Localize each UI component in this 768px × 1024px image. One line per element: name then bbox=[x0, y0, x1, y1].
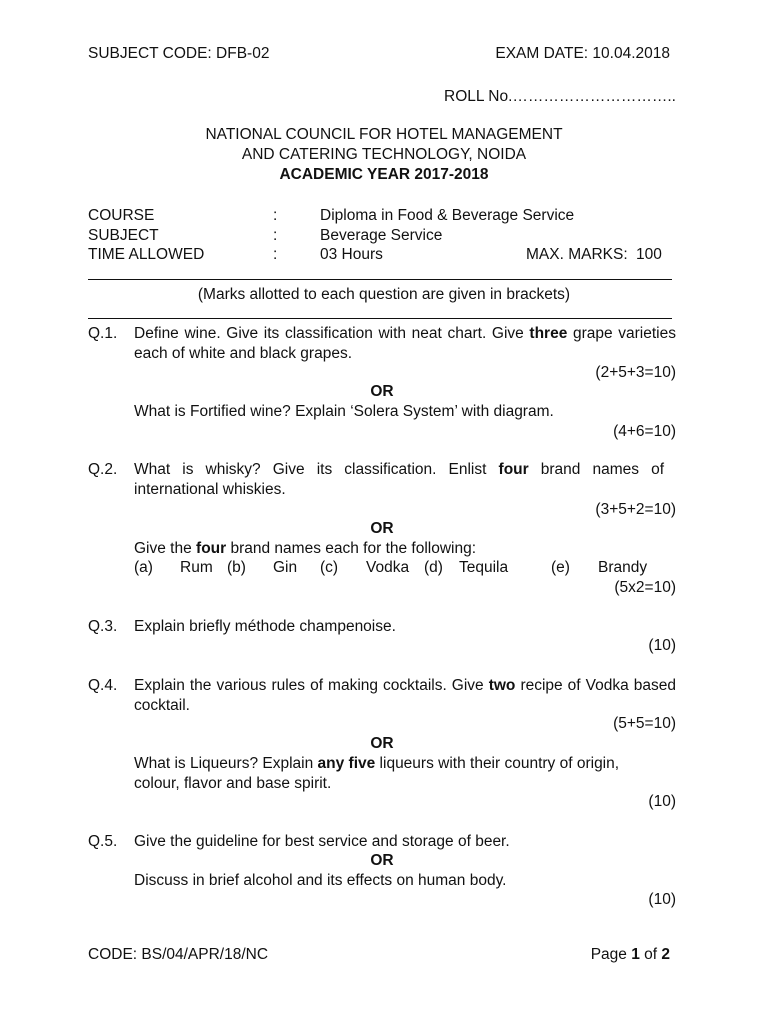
divider-bottom bbox=[88, 318, 672, 319]
q2-number: Q.2. bbox=[88, 461, 118, 478]
roll-number: ROLL No.………………………….. bbox=[444, 88, 676, 105]
course-colon: : bbox=[273, 207, 278, 224]
q4-part-b-marks: (10) bbox=[648, 793, 676, 810]
subject-value: Beverage Service bbox=[320, 227, 443, 244]
council-name-line2: AND CATERING TECHNOLOGY, NOIDA bbox=[241, 146, 527, 163]
q2-part-b: Give the four brand names each for the following: bbox=[134, 540, 477, 557]
q1-part-b: What is Fortified wine? Explain ‘Solera System’ with diagram. bbox=[134, 403, 554, 420]
max-marks-value: 100 bbox=[636, 246, 662, 263]
q1-part-b-marks: (4+6=10) bbox=[613, 423, 676, 440]
q2-part-b-marks: (5x2=10) bbox=[614, 579, 676, 596]
max-marks-label: MAX. MARKS: bbox=[526, 246, 628, 263]
time-colon: : bbox=[273, 246, 278, 263]
q4-or: OR bbox=[370, 735, 394, 752]
q4-part-b: What is Liqueurs? Explain any five liqueurs with their country of origin, colour, flavor and base spirit. bbox=[134, 755, 620, 792]
q3-number: Q.3. bbox=[88, 618, 118, 635]
q1-part-a-marks: (2+5+3=10) bbox=[595, 364, 676, 381]
q2-item-d-letter: (d) bbox=[424, 559, 443, 576]
footer-code: CODE: BS/04/APR/18/NC bbox=[88, 946, 269, 963]
course-label: COURSE bbox=[88, 207, 155, 224]
q5-part-b: Discuss in brief alcohol and its effects on human body. bbox=[134, 872, 507, 889]
subject-label: SUBJECT bbox=[88, 227, 159, 244]
q4-number: Q.4. bbox=[88, 677, 118, 694]
q2-item-e-letter: (e) bbox=[551, 559, 570, 576]
q2-item-d-name: Tequila bbox=[459, 559, 509, 576]
q2-item-a-letter: (a) bbox=[134, 559, 153, 576]
q2-or: OR bbox=[370, 520, 394, 537]
q3-marks: (10) bbox=[648, 637, 676, 654]
q5-part-a: Give the guideline for best service and storage of beer. bbox=[134, 833, 510, 850]
q5-or: OR bbox=[370, 852, 394, 869]
divider-top bbox=[88, 279, 672, 280]
marks-note: (Marks allotted to each question are given in brackets) bbox=[197, 286, 571, 303]
q1-number: Q.1. bbox=[88, 325, 118, 342]
q2-item-c-name: Vodka bbox=[366, 559, 410, 576]
q1-part-a: Define wine. Give its classification with neat chart. Give three grape varieties each of white and black grapes. bbox=[134, 325, 676, 362]
q3-text: Explain briefly méthode champenoise. bbox=[134, 618, 396, 635]
q1-or: OR bbox=[370, 383, 394, 400]
q2-item-b-name: Gin bbox=[273, 559, 298, 576]
subject-colon: : bbox=[273, 227, 278, 244]
q2-item-c-letter: (c) bbox=[320, 559, 339, 576]
q2-item-e-name: Brandy bbox=[598, 559, 648, 576]
academic-year: ACADEMIC YEAR 2017-2018 bbox=[279, 166, 489, 183]
q2-item-a-name: Rum bbox=[180, 559, 213, 576]
q4-part-a-marks: (5+5=10) bbox=[613, 715, 676, 732]
course-value: Diploma in Food & Beverage Service bbox=[320, 207, 575, 224]
q2-part-a: What is whisky? Give its classification. Enlist four brand names of international whiskies. bbox=[134, 461, 665, 498]
subject-code: SUBJECT CODE: DFB-02 bbox=[88, 45, 270, 62]
q2-item-b-letter: (b) bbox=[227, 559, 246, 576]
time-value: 03 Hours bbox=[320, 246, 383, 263]
q5-marks: (10) bbox=[648, 891, 676, 908]
time-label: TIME ALLOWED bbox=[88, 246, 205, 263]
exam-date: EXAM DATE: 10.04.2018 bbox=[495, 45, 670, 62]
q5-number: Q.5. bbox=[88, 833, 118, 850]
q4-part-a: Explain the various rules of making cocktails. Give two recipe of Vodka based cocktail. bbox=[134, 677, 677, 714]
page-indicator: Page 1 of 2 bbox=[590, 946, 670, 963]
council-name-line1: NATIONAL COUNCIL FOR HOTEL MANAGEMENT bbox=[205, 126, 563, 143]
q2-part-a-marks: (3+5+2=10) bbox=[595, 501, 676, 518]
